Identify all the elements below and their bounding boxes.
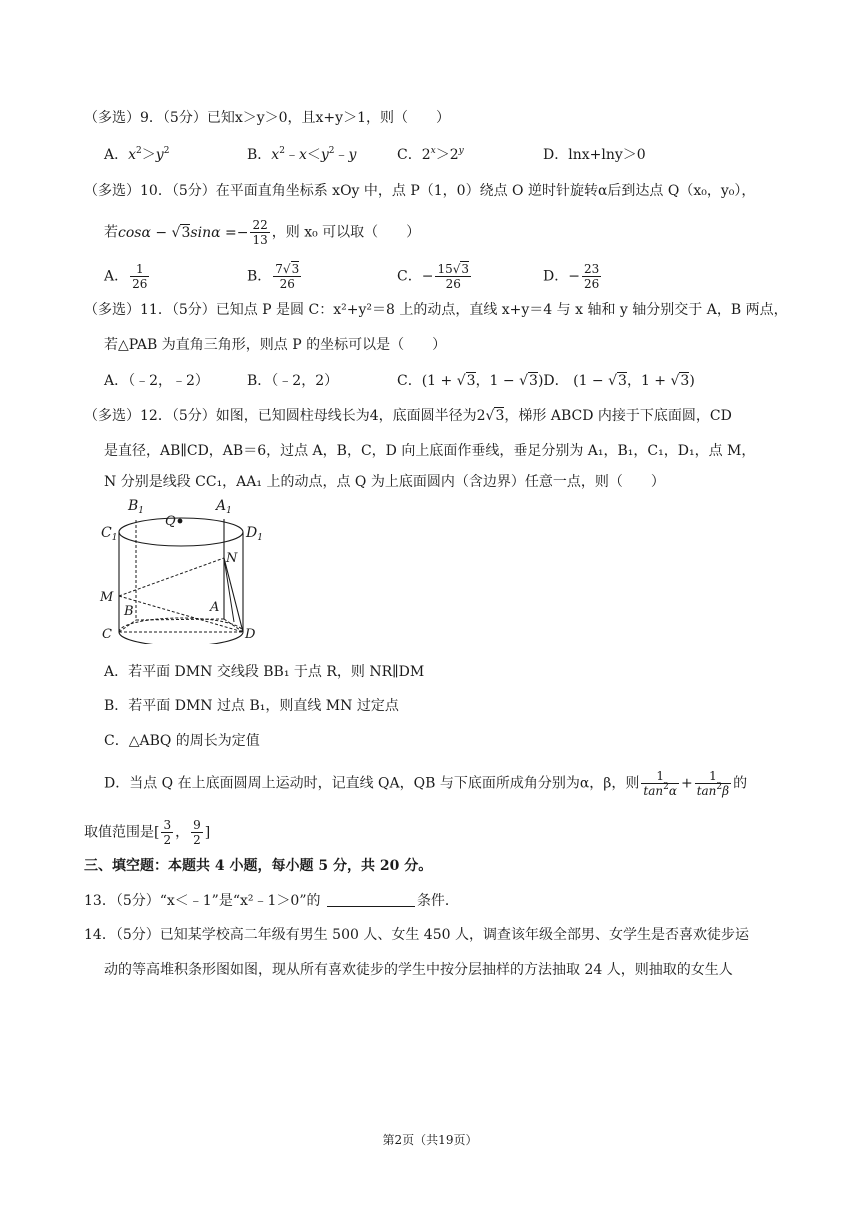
q9-option-d: D．lnx+lny＞0	[543, 147, 646, 163]
q9-option-c: C．$2^x>2^y$	[397, 146, 464, 163]
section-3-heading: 三、填空题：本题共 4 小题，每小题 5 分，共 20 分。	[84, 858, 433, 874]
q14-stem-line1: 14．（5分）已知某学校高二年级有男生 500 人、女生 450 人，调查该年级全部男、女学生是否喜欢徒步运	[84, 927, 749, 943]
q10-equation: cosα − √3sinα =− $\frac{22}{13}$	[118, 218, 268, 247]
q10-option-d: D．− $\frac{23}{26}$	[543, 262, 600, 291]
q10-option-b: B． $\frac{7√3}{26}$	[247, 262, 300, 291]
page-footer: 第2页（共19页）	[382, 1133, 478, 1147]
q12-option-b: B．若平面 DMN 过点 B₁，则直线 MN 过定点	[104, 698, 399, 714]
q10-option-c: C．− $\frac{15√3}{26}$	[397, 262, 470, 291]
label-c1: $C_1$	[101, 525, 118, 543]
q9-option-b: B．$x^2﹣x<y^2﹣y$	[247, 146, 357, 163]
bottom-base-front	[119, 632, 243, 644]
q11-stem-line2: 若△PAB 为直角三角形，则点 P 的坐标可以是（ ）	[104, 337, 447, 353]
label-d: D	[245, 627, 256, 642]
q14-stem-line2: 动的等高堆积条形图如图，现从所有喜欢徒步的学生中按分层抽样的方法抽取 24 人，则抽取的女生人	[104, 962, 733, 978]
segment-bc	[119, 620, 136, 632]
label-n: N	[226, 551, 238, 566]
q12-stem-line3: N 分别是线段 CC₁，AA₁ 上的动点，点 Q 为上底面圆内（含边界）任意一点，则（ ）	[104, 474, 665, 490]
q9-condition: x＞y＞0，且x+y＞1，则（ ）	[234, 110, 450, 126]
q10-option-a: A． $\frac{1}{26}$	[104, 262, 148, 291]
label-q: Q	[165, 514, 176, 529]
label-a: A	[210, 600, 220, 615]
label-d1: $D_1$	[246, 525, 263, 543]
q12-option-d: D．当点 Q 在上底面圆周上运动时，记直线 QA，QB 与下底面所成角分别为α，β，则 $\frac{1}{\tan^2\alpha}$ + $\frac{1}{\tan^2\beta}$ 的	[104, 769, 748, 798]
cylinder-figure	[98, 494, 268, 644]
label-m: M	[100, 590, 114, 605]
q12-option-c: C．△ABQ 的周长为定值	[104, 733, 260, 749]
q9-stem: （多选）9．（5分）已知x＞y＞0，且x+y＞1，则（ ）	[84, 110, 450, 126]
label-c: C	[102, 627, 112, 642]
q11-option-b: B．（﹣2，2）	[247, 373, 339, 389]
point-q	[178, 519, 183, 524]
q11-stem-line1: （多选）11．（5分）已知点 P 是圆 C：x²+y²＝8 上的动点，直线 x+y＝4 与 x 轴和 y 轴分别交于 A，B 两点，	[84, 302, 788, 318]
q10-stem-line2: 若cosα − √3sinα =− $\frac{22}{13}$ ，则 x₀ 可以取（ ）	[104, 218, 421, 247]
q12-stem-line2: 是直径，AB∥CD，AB＝6，过点 A，B，C，D 向上底面作垂线，垂足分别为 A₁，B₁，C₁，D₁，点 M，	[104, 443, 756, 459]
q9-option-a: A．$x^2>y^2$	[104, 146, 170, 163]
label-a1: $A_1$	[216, 498, 232, 516]
q12-stem-line1: （多选）12．（5分）如图，已知圆柱母线长为4，底面圆半径为2√3，梯形 ABCD 内接于下底面圆，CD	[84, 408, 732, 424]
q11-option-a: A．（﹣2，﹣2）	[104, 373, 209, 389]
label-b1: $B_1$	[128, 498, 145, 516]
q12-option-a: A．若平面 DMN 交线段 BB₁ 于点 R，则 NR∥DM	[104, 664, 425, 680]
segment-mn	[119, 558, 224, 596]
q10-stem-line1: （多选）10．（5分）在平面直角坐标系 xOy 中，点 P（1，0）绕点 O 逆时针旋转α后到达点 Q（x₀，y₀），	[84, 183, 756, 199]
label-b: B	[124, 604, 134, 619]
q12-option-d-range: 取值范围是[ $\frac{3}{2}$ ， $\frac{9}{2}$ ]	[84, 818, 211, 847]
q13-stem: 13．（5分）“x＜﹣1”是“x²﹣1＞0”的 条件．	[84, 893, 459, 909]
q11-option-c-d: C．(1 + √3，1 − √3)D． (1 − √3，1 + √3)	[397, 373, 695, 389]
q13-answer-blank	[327, 892, 415, 907]
